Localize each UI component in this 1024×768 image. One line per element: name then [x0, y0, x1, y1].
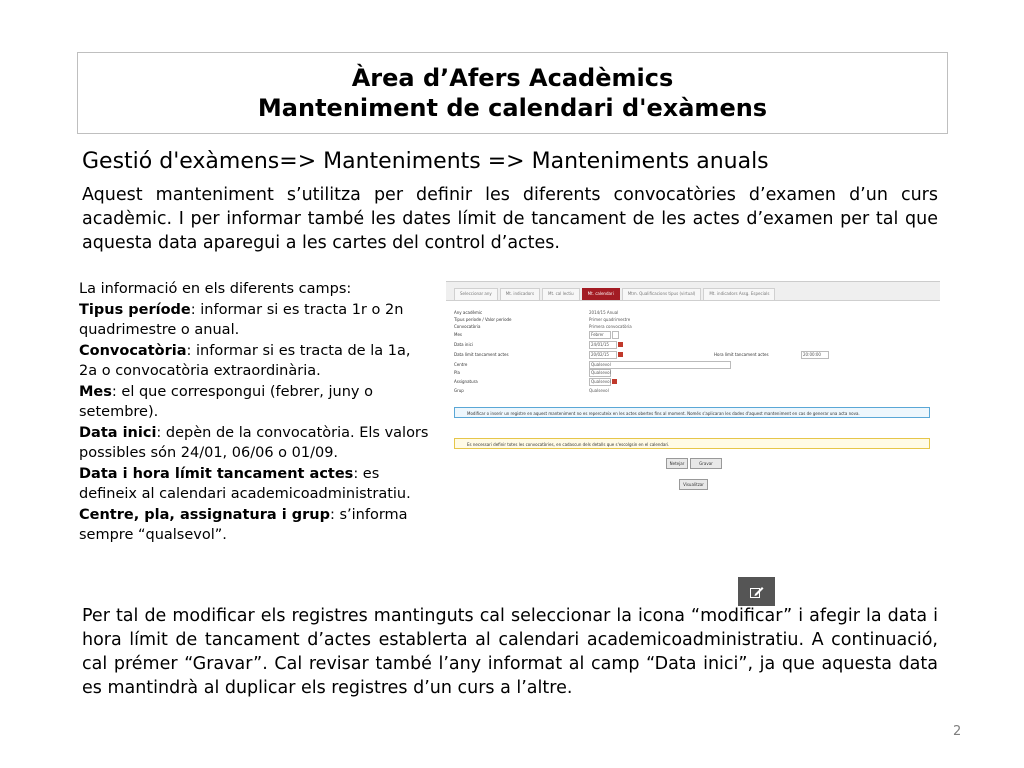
search-icon[interactable] [612, 379, 617, 384]
field-label: Convocatòria [79, 342, 187, 359]
navigation-path: Gestió d'exàmens=> Manteniments => Manteniments anuals [82, 149, 769, 174]
fields-info-heading: La informació en els diferents camps: [79, 281, 352, 297]
hora-label: Hora límit tancament actes [714, 352, 769, 357]
field-label: Tipus període [79, 301, 191, 318]
form-label: Tipus període / Valor període [454, 317, 512, 322]
field-label: Mes [79, 383, 112, 400]
select-value: Qualsevol [591, 370, 611, 375]
select-value: Qualsevol [591, 379, 611, 384]
bottom-paragraph: Per tal de modificar els registres mantinguts cal seleccionar la icona “modificar” i afegir la data i hora límit de tancament d’actes establerta al calendari academicoadministratiu. A continuació, cal prémer “Gravar”. Cal revisar també l’any informat al camp “Data inici”, ja que aquesta data es mantindrà al duplicar els registres d’un curs a l’altre. [82, 606, 938, 698]
field-text: : informar si es tracta de la 1a, 2a o convocatòria extraordinària. [79, 342, 411, 379]
field-text: : es defineix al calendari academicoadministratiu. [79, 465, 411, 502]
tab-qualificacions[interactable]: Mtm. Qualificacions tipus (virtual) [622, 288, 702, 300]
input-value: 20:00:00 [803, 352, 821, 357]
info-message: Modificar o inserir un registre en aquest manteniment no es repercuteix en les actes obertes fins al moment. Només s'aplicaran les dades d'aquest manteniment en cas de generar una acta nova. [454, 407, 930, 418]
form-label: Grup [454, 388, 464, 393]
input-value: 20/02/15 [591, 352, 609, 357]
tab-assg-especials[interactable]: Mt. indicadors Assg. Especials [703, 288, 775, 300]
form-label: Centre [454, 362, 468, 367]
hora-input[interactable] [801, 351, 829, 359]
tab-seleccionar-any[interactable]: Seleccionar any [454, 288, 498, 300]
gravar-button[interactable]: Gravar [690, 458, 722, 469]
form-value: Qualsevol [589, 388, 609, 393]
select-value: Qualsevol [591, 362, 611, 367]
form-label: Any acadèmic [454, 310, 483, 315]
intro-paragraph: Aquest manteniment s’utilitza per definir les diferents convocatòries d’examen d’un curs acadèmic. I per informar també les dates límit de tancament de les actes d’examen per tal que aquesta data aparegui a les cartes del control d’actes. [82, 185, 938, 253]
tab-indicadors[interactable]: Mt. indicadors [500, 288, 540, 300]
calendar-icon[interactable] [618, 352, 623, 357]
tab-bar [446, 282, 940, 301]
field-text: : depèn de la convocatòria. Els valors possibles són 24/01, 06/06 o 01/09. [79, 424, 429, 461]
chevron-down-icon[interactable] [612, 331, 619, 339]
field-desc-centre [79, 505, 431, 546]
title-box [77, 52, 948, 134]
assignatura-select[interactable] [589, 378, 611, 386]
form-value: Primera convocatòria [589, 324, 632, 329]
slide-title-line1: Àrea d’Afers Acadèmics [351, 64, 674, 92]
field-label: Data i hora límit tancament actes [79, 465, 354, 482]
page-number: 2 [953, 724, 962, 739]
visualitzar-button[interactable]: Visualitzar [679, 479, 708, 490]
field-text: : el que correspongui (febrer, juny o setembre). [79, 383, 373, 420]
field-text: : s’informa sempre “qualsevol”. [79, 506, 408, 543]
warning-message: Es necessari definir totes les convocatòries, en cadascun dels detalls que s'escolgsin en el calendari. [454, 438, 930, 449]
centre-select[interactable] [589, 361, 731, 369]
data-limit-input[interactable] [589, 351, 617, 359]
edit-icon[interactable] [738, 577, 775, 606]
field-desc-tipus [79, 300, 431, 341]
data-inici-input[interactable] [589, 341, 617, 349]
form-value: Primer quadrimestre [589, 317, 631, 322]
app-screenshot [446, 281, 940, 494]
form-label: Pla [454, 370, 460, 375]
field-label: Centre, pla, assignatura i grup [79, 506, 330, 523]
calendar-icon[interactable] [618, 342, 623, 347]
form-label: Convocatòria [454, 324, 481, 329]
tab-cal-lectiu[interactable]: Mt. cal lectiu [542, 288, 580, 300]
field-text: : informar si es tracta 1r o 2n quadrimestre o anual. [79, 301, 404, 338]
fields-info [79, 279, 431, 546]
field-desc-convocatoria [79, 341, 431, 382]
pla-select[interactable] [589, 369, 611, 377]
slide-title-line2: Manteniment de calendari d'exàmens [257, 94, 768, 122]
pencil-icon [750, 586, 764, 598]
field-desc-data-inici [79, 423, 431, 464]
form-label: Assignatura [454, 379, 478, 384]
field-desc-data-limit [79, 464, 431, 505]
select-value: Febrer [591, 332, 604, 337]
form-label: Data inici [454, 342, 473, 347]
mes-select[interactable] [589, 331, 611, 339]
netejar-button[interactable]: Netejar [666, 458, 688, 469]
form-label: Data límit tancament actes [454, 352, 509, 357]
field-desc-mes [79, 382, 431, 423]
form-value: 2014/15 Anual [589, 310, 619, 315]
form-label: Mes [454, 332, 462, 337]
tab-calendari[interactable]: Mt. calendari [582, 288, 620, 300]
field-label: Data inici [79, 424, 157, 441]
input-value: 24/01/15 [591, 342, 609, 347]
